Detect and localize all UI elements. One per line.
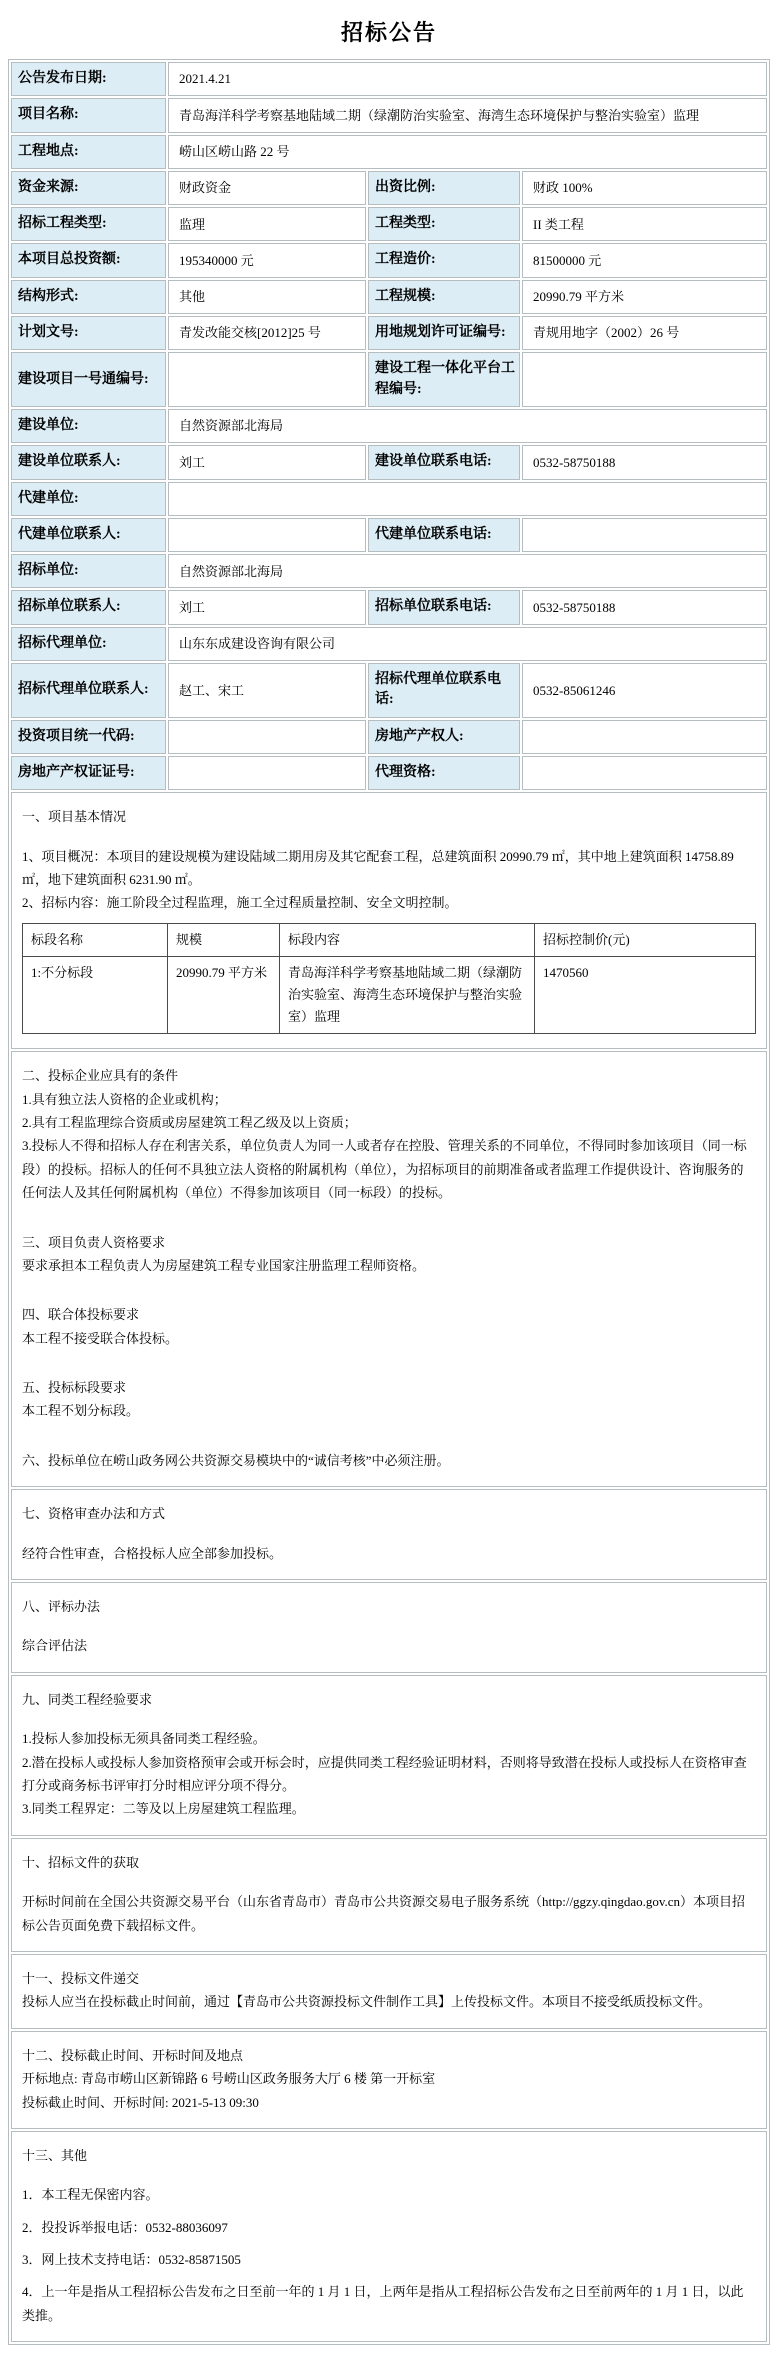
info-label-cell: 招标工程类型: <box>11 207 166 241</box>
section-paragraph: 2.具有工程监理综合资质或房屋建筑工程乙级及以上资质； <box>22 1114 357 1130</box>
info-value-cell: 0532-85061246 <box>522 663 767 718</box>
section-heading: 五、投标标段要求 <box>22 1380 127 1396</box>
info-label-cell: 工程造价: <box>368 243 520 277</box>
info-label-cell: 本项目总投资额: <box>11 243 166 277</box>
lot-cell: 20990.79 平方米 <box>168 956 280 1033</box>
lot-header-cell: 标段名称 <box>23 923 168 956</box>
info-value-cell: 财政 100% <box>522 171 767 205</box>
info-value-cell <box>168 720 366 754</box>
info-row <box>11 445 767 479</box>
section-paragraph: 投标截止时间、开标时间: 2021-5-13 09:30 <box>22 2094 259 2110</box>
section-block <box>22 1376 756 1423</box>
main-table <box>8 59 770 2345</box>
section-paragraph: 投标人应当在投标截止时间前，通过【青岛市公共资源投标文件制作工具】上传投标文件。本项目不接受纸质投标文件。 <box>22 1994 712 2010</box>
info-row <box>11 554 767 588</box>
section-block <box>22 1064 756 1204</box>
info-label-cell: 代建单位联系电话: <box>368 518 520 552</box>
info-value-cell: 监理 <box>168 207 366 241</box>
info-row <box>11 482 767 516</box>
info-value-cell <box>168 482 767 516</box>
section-paragraph: 1.具有独立法人资格的企业或机构； <box>22 1091 227 1107</box>
section-heading: 六、投标单位在崂山政务网公共资源交易模块中的“诚信考核”中必须注册。 <box>22 1452 450 1468</box>
lot-row <box>23 956 756 1033</box>
info-value-cell <box>522 756 767 790</box>
section-paragraph: 2．投投诉举报电话：0532-88036097 <box>22 2219 228 2235</box>
info-row <box>11 135 767 169</box>
section-row <box>11 1954 767 2029</box>
section-block <box>22 1502 756 1565</box>
section-block <box>22 1595 756 1658</box>
info-value-cell: 81500000 元 <box>522 243 767 277</box>
section-paragraph: 本工程不划分标段。 <box>22 1403 140 1419</box>
lot-cell: 1:不分标段 <box>23 956 168 1033</box>
section-row <box>11 1675 767 1836</box>
section-heading: 十、招标文件的获取 <box>22 1854 140 1870</box>
info-label-cell: 代建单位: <box>11 482 166 516</box>
info-row <box>11 409 767 443</box>
section-paragraph: 综合评估法 <box>22 1638 88 1654</box>
section-cell <box>11 1838 767 1952</box>
info-value-cell: 青规用地字（2002）26 号 <box>522 316 767 350</box>
info-label-cell: 招标单位联系电话: <box>368 590 520 624</box>
info-label-cell: 代建单位联系人: <box>11 518 166 552</box>
info-value-cell: 刘工 <box>168 590 366 624</box>
info-label-cell: 结构形式: <box>11 280 166 314</box>
section-paragraph: 1、项目概况：本项目的建设规模为建设陆域二期用房及其它配套工程，总建筑面积 20990.79 ㎡，其中地上建筑面积 14758.89 ㎡，地下建筑面积 6231.90 ㎡。 <box>22 848 734 888</box>
info-label-cell: 招标代理单位: <box>11 627 166 661</box>
info-row <box>11 98 767 132</box>
info-value-cell: 0532-58750188 <box>522 590 767 624</box>
info-row <box>11 518 767 552</box>
info-value-cell: 195340000 元 <box>168 243 366 277</box>
section-cell <box>11 1051 767 1487</box>
section-cell <box>11 792 767 1049</box>
info-label-cell: 招标单位联系人: <box>11 590 166 624</box>
info-value-cell: 0532-58750188 <box>522 445 767 479</box>
info-value-cell <box>522 720 767 754</box>
info-label-cell: 建设工程一体化平台工程编号: <box>368 352 520 407</box>
section-paragraph: 经符合性审查，合格投标人应全部参加投标。 <box>22 1545 283 1561</box>
section-paragraph: 3.同类工程界定：二等及以上房屋建筑工程监理。 <box>22 1801 305 1817</box>
lot-header-row <box>23 923 756 956</box>
info-label-cell: 项目名称: <box>11 98 166 132</box>
info-label-cell: 用地规划许可证编号: <box>368 316 520 350</box>
info-label-cell: 建设单位联系人: <box>11 445 166 479</box>
section-block <box>22 1851 756 1937</box>
lot-header-cell: 标段内容 <box>280 923 535 956</box>
info-value-cell: 青岛海洋科学考察基地陆域二期（绿潮防治实验室、海湾生态环境保护与整治实验室）监理 <box>168 98 767 132</box>
info-label-cell: 工程类型: <box>368 207 520 241</box>
info-value-cell <box>522 352 767 407</box>
info-value-cell: 自然资源部北海局 <box>168 409 767 443</box>
section-heading: 二、投标企业应具有的条件 <box>22 1068 179 1084</box>
info-row <box>11 280 767 314</box>
section-block <box>22 1688 756 1821</box>
section-paragraph: 1．本工程无保密内容。 <box>22 2187 159 2203</box>
section-block <box>22 805 756 1034</box>
section-block <box>22 1449 756 1472</box>
section-paragraph: 4．上一年是指从工程招标公告发布之日至前一年的 1 月 1 日，上两年是指从工程招标公告发布之日至前两年的 1 月 1 日，以此类推。 <box>22 2284 744 2323</box>
info-value-cell: 自然资源部北海局 <box>168 554 767 588</box>
info-row <box>11 207 767 241</box>
info-row <box>11 663 767 718</box>
section-block <box>22 1303 756 1350</box>
info-label-cell: 房地产产权证证号: <box>11 756 166 790</box>
info-label-cell: 招标单位: <box>11 554 166 588</box>
info-value-cell: 财政资金 <box>168 171 366 205</box>
info-label-cell: 房地产产权人: <box>368 720 520 754</box>
info-row <box>11 171 767 205</box>
info-row <box>11 627 767 661</box>
section-heading: 四、联合体投标要求 <box>22 1307 140 1323</box>
info-value-cell <box>168 756 366 790</box>
lot-table <box>22 923 756 1034</box>
info-label-cell: 招标代理单位联系电话: <box>368 663 520 718</box>
announcement-body <box>8 59 770 2345</box>
section-heading: 三、项目负责人资格要求 <box>22 1234 166 1250</box>
info-value-cell: II 类工程 <box>522 207 767 241</box>
lot-header-cell: 规模 <box>168 923 280 956</box>
section-cell <box>11 1489 767 1580</box>
section-block <box>22 1967 756 2014</box>
info-value-cell <box>522 518 767 552</box>
info-label-cell: 建设单位联系电话: <box>368 445 520 479</box>
section-paragraph: 1.投标人参加投标无须具备同类工程经验。 <box>22 1731 266 1747</box>
info-value-cell <box>168 518 366 552</box>
info-value-cell: 青发改能交核[2012]25 号 <box>168 316 366 350</box>
section-cell <box>11 1675 767 1836</box>
section-block <box>22 1231 756 1278</box>
section-paragraph: 2、招标内容：施工阶段全过程监理，施工全过程质量控制、安全文明控制。 <box>22 895 458 911</box>
info-row <box>11 316 767 350</box>
info-value-cell: 20990.79 平方米 <box>522 280 767 314</box>
info-label-cell: 投资项目统一代码: <box>11 720 166 754</box>
info-row <box>11 720 767 754</box>
section-row <box>11 1489 767 1580</box>
info-row <box>11 590 767 624</box>
main-table-body <box>11 62 767 2342</box>
info-value-cell: 崂山区崂山路 22 号 <box>168 135 767 169</box>
section-cell <box>11 1582 767 1673</box>
info-row <box>11 756 767 790</box>
section-heading: 一、项目基本情况 <box>22 809 127 825</box>
section-row <box>11 2031 767 2129</box>
section-cell <box>11 2031 767 2129</box>
info-label-cell: 出资比例: <box>368 171 520 205</box>
section-heading: 七、资格审查办法和方式 <box>22 1506 166 1522</box>
info-label-cell: 资金来源: <box>11 171 166 205</box>
section-paragraph: 2.潜在投标人或投标人参加资格预审会或开标会时，应提供同类工程经验证明材料，否则将导致潜在投标人或投标人在资格审查打分或商务标书评审打分时相应评分项不得分。 <box>22 1754 747 1793</box>
section-row <box>11 792 767 1049</box>
page-title: 招标公告 <box>340 20 437 45</box>
lot-cell: 1470560 <box>535 956 756 1033</box>
section-paragraph: 要求承担本工程负责人为房屋建筑工程专业国家注册监理工程师资格。 <box>22 1257 426 1273</box>
section-row <box>11 1838 767 1952</box>
info-label-cell: 工程地点: <box>11 135 166 169</box>
info-value-cell: 山东东成建设咨询有限公司 <box>168 627 767 661</box>
section-heading: 十二、投标截止时间、开标时间及地点 <box>22 2047 244 2063</box>
section-cell <box>11 2131 767 2342</box>
section-heading: 十一、投标文件递交 <box>22 1970 140 1986</box>
info-label-cell: 招标代理单位联系人: <box>11 663 166 718</box>
section-heading: 八、评标办法 <box>22 1599 101 1615</box>
info-value-cell: 刘工 <box>168 445 366 479</box>
info-label-cell: 代理资格: <box>368 756 520 790</box>
info-label-cell: 建设单位: <box>11 409 166 443</box>
info-row <box>11 62 767 96</box>
info-label-cell: 工程规模: <box>368 280 520 314</box>
section-paragraph: 3.投标人不得和招标人存在利害关系，单位负责人为同一人或者存在控股、管理关系的不同单位，不得同时参加该项目（同一标段）的投标。招标人的任何不具独立法人资格的附属机构（单位），为招标项目的前期准备或者监理工作提供设计、咨询服务的任何法人及其任何附属机构（单位）不得参加该项目（同一标段）的投标。 <box>22 1138 747 1201</box>
info-value-cell <box>168 352 366 407</box>
lot-cell: 青岛海洋科学考察基地陆域二期（绿潮防治实验室、海湾生态环境保护与整治实验室）监理 <box>280 956 535 1033</box>
section-paragraph: 3．网上技术支持电话：0532-85871505 <box>22 2252 241 2268</box>
section-heading: 九、同类工程经验要求 <box>22 1691 153 1707</box>
info-row <box>11 352 767 407</box>
section-row <box>11 1582 767 1673</box>
section-row <box>11 2131 767 2342</box>
info-value-cell: 2021.4.21 <box>168 62 767 96</box>
info-value-cell: 赵工、宋工 <box>168 663 366 718</box>
info-label-cell: 计划文号: <box>11 316 166 350</box>
section-paragraph: 开标地点: 青岛市崂山区新锦路 6 号崂山区政务服务大厅 6 楼 第一开标室 <box>22 2071 436 2087</box>
section-block <box>22 2144 756 2327</box>
info-value-cell: 其他 <box>168 280 366 314</box>
info-row <box>11 243 767 277</box>
section-paragraph: 本工程不接受联合体投标。 <box>22 1330 179 1346</box>
info-label-cell: 公告发布日期: <box>11 62 166 96</box>
section-paragraph: 开标时间前在全国公共资源交易平台（山东省青岛市）青岛市公共资源交易电子服务系统（http://ggzy.qingdao.gov.cn）本项目招标公告页面免费下载招标文件。 <box>22 1894 746 1933</box>
section-block <box>22 2044 756 2114</box>
info-label-cell: 建设项目一号通编号: <box>11 352 166 407</box>
lot-header-cell: 招标控制价(元) <box>535 923 756 956</box>
section-heading: 十三、其他 <box>22 2147 88 2163</box>
section-row <box>11 1051 767 1487</box>
section-cell <box>11 1954 767 2029</box>
